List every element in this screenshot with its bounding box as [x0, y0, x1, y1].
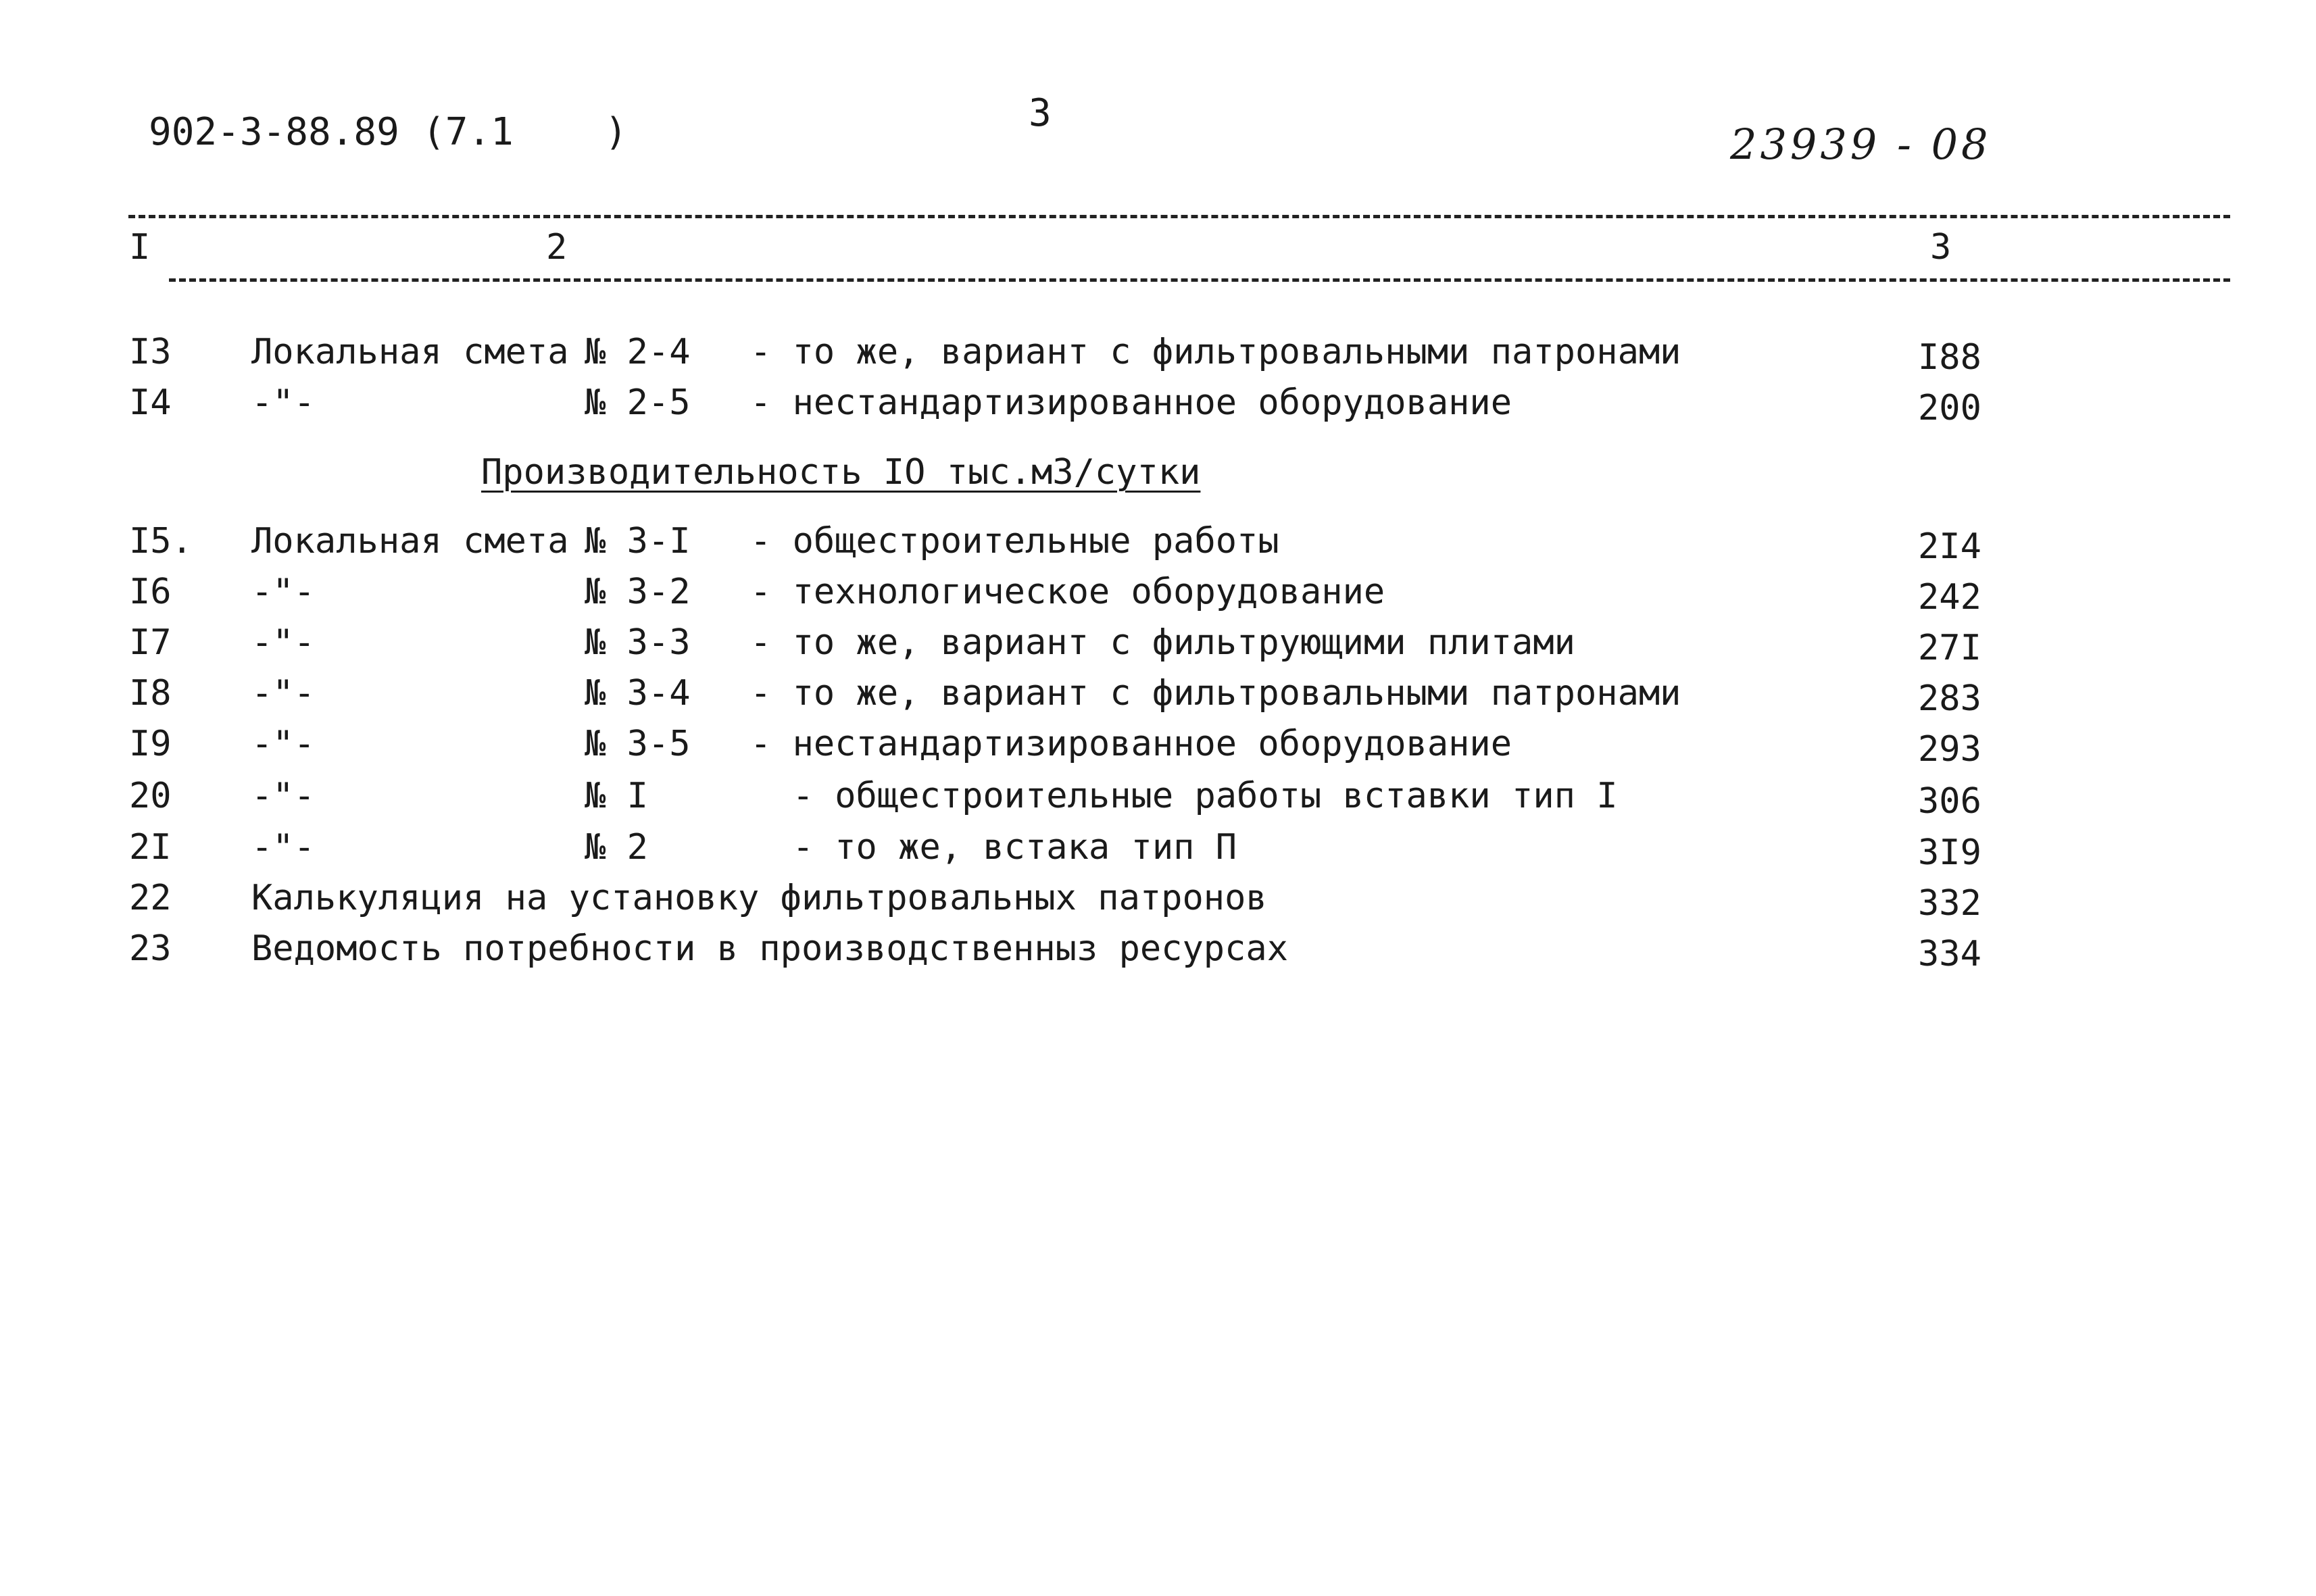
row-description: - общестроительные работы: [750, 521, 1279, 562]
row-number: I6: [129, 572, 172, 612]
row-page: 200: [1918, 388, 1981, 428]
row-page: 293: [1918, 729, 1981, 770]
table-row: [0, 622, 2316, 676]
row-title: -"-: [251, 724, 315, 764]
row-number: I9: [129, 724, 172, 764]
row-page: 3I9: [1918, 832, 1981, 873]
row-title: Ведомость потребности в производственныз ресурсах: [251, 928, 1289, 969]
row-estimate-number: № 3-3: [585, 622, 691, 663]
row-page: 334: [1918, 934, 1981, 974]
row-estimate-number: № 3-5: [585, 724, 691, 764]
row-estimate-number: № 3-2: [585, 572, 691, 612]
row-title: -"-: [251, 827, 315, 868]
row-estimate-number: № 3-4: [585, 673, 691, 714]
row-number: I5.: [129, 521, 193, 562]
row-estimate-number: № I: [585, 776, 648, 816]
row-page: 332: [1918, 883, 1981, 924]
table-row: [0, 574, 2316, 625]
row-number: 22: [129, 878, 172, 918]
table-row: [0, 827, 2316, 880]
section-title: Производительность IO тыс.м3/сутки: [481, 452, 1201, 493]
table-row: [0, 521, 2316, 574]
row-number: I3: [129, 332, 172, 372]
handwritten-reference: 23939 - 08: [1730, 120, 1992, 169]
row-number: 23: [129, 928, 172, 969]
row-description: - нестандартизированное оборудование: [750, 382, 1512, 423]
row-estimate-number: № 2-5: [585, 382, 691, 423]
row-title: Калькуляция на установку фильтровальных патронов: [251, 878, 1267, 918]
row-description: - технологическое оборудование: [750, 572, 1385, 612]
row-title: -"-: [251, 572, 315, 612]
row-page: 306: [1918, 781, 1981, 822]
header-divider-top: [128, 215, 2230, 218]
table-row: [0, 673, 2316, 726]
album-number: (7.1 ): [422, 110, 628, 154]
column-number-3: 3: [1930, 227, 1952, 268]
row-page: I88: [1918, 337, 1981, 378]
row-estimate-number: № 2: [585, 827, 648, 868]
row-description: - то же, вариант с фильтрующими плитами: [750, 622, 1575, 663]
row-description: - общестроительные работы вставки тип I: [750, 776, 1618, 816]
row-page: 242: [1918, 577, 1981, 618]
row-title: Локальная смета: [251, 332, 569, 372]
table-row: [0, 382, 2316, 436]
row-page: 27I: [1918, 628, 1981, 668]
row-estimate-number: № 3-I: [585, 521, 691, 562]
row-title: -"-: [251, 622, 315, 663]
table-row: [0, 778, 2316, 829]
table-row: [0, 928, 2316, 982]
column-number-1: I: [129, 227, 151, 268]
row-description: - то же, встака тип П: [750, 827, 1237, 868]
header-divider-bottom: [169, 278, 2230, 282]
row-estimate-number: № 2-4: [585, 332, 691, 372]
row-title: -"-: [251, 382, 315, 423]
row-page: 2I4: [1918, 526, 1981, 567]
row-number: I4: [129, 382, 172, 423]
row-number: 20: [129, 776, 172, 816]
row-description: - нестандартизированное оборудование: [750, 724, 1512, 764]
table-row: [0, 880, 2316, 931]
page-number: 3: [1029, 91, 1052, 135]
row-title: -"-: [251, 673, 315, 714]
column-number-2: 2: [546, 227, 568, 268]
table-row: [0, 726, 2316, 777]
row-page: 283: [1918, 678, 1981, 719]
row-title: -"-: [251, 776, 315, 816]
row-description: - то же, вариант с фильтровальными патронами: [750, 673, 1681, 714]
row-number: I8: [129, 673, 172, 714]
row-description: - то же, вариант с фильтровальными патронами: [750, 332, 1681, 372]
row-number: 2I: [129, 827, 172, 868]
row-number: I7: [129, 622, 172, 663]
row-title: Локальная смета: [251, 521, 569, 562]
table-row: [0, 334, 2316, 385]
doc-code: 902-3-88.89: [149, 110, 399, 154]
